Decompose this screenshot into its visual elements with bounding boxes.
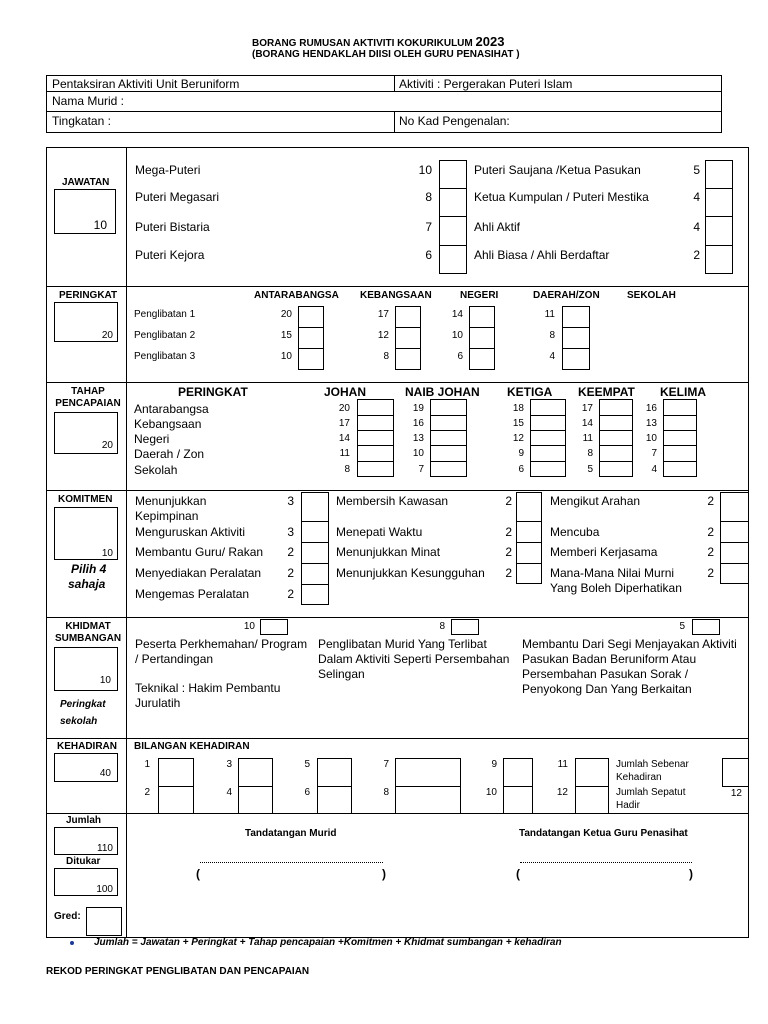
gred-box[interactable] xyxy=(86,907,122,936)
jumlah-label: Jumlah xyxy=(66,815,102,826)
komitmen-option: Menguruskan Aktiviti xyxy=(135,525,246,539)
tahap-score: 16 xyxy=(645,403,657,414)
peringkat-score: 8 xyxy=(383,351,389,362)
khidmat-option-text: Penglibatan Murid Yang Terlibat xyxy=(318,637,487,651)
tahap-col-ketiga: KETIGA xyxy=(507,385,553,399)
hadir-sublabel: Hadir xyxy=(616,800,640,811)
komitmen-option: Menunjukkan Kesungguhan xyxy=(336,566,485,580)
paren-close: ) xyxy=(382,867,386,881)
khidmat-option-text: Peserta Perkhemahan/ Program xyxy=(135,637,308,651)
tahap-checkbox-column[interactable] xyxy=(530,399,566,477)
kehadiran-max: 40 xyxy=(99,768,111,779)
komitmen-label: KOMITMEN xyxy=(58,494,113,505)
jawatan-option: Puteri Saujana /Ketua Pasukan xyxy=(474,163,641,177)
tahap-checkbox-column[interactable] xyxy=(357,399,394,477)
jawatan-score: 8 xyxy=(425,190,432,204)
khidmat-score: 5 xyxy=(679,621,685,632)
peringkat-checkbox-column[interactable] xyxy=(562,306,590,370)
komitmen-option: Mengemas Peralatan xyxy=(135,587,250,601)
attendance-number: 1 xyxy=(144,759,150,770)
tahap-row-label: Kebangsaan xyxy=(134,417,202,431)
tahap-col-kelima: KELIMA xyxy=(660,385,706,399)
jawatan-option: Ketua Kumpulan / Puteri Mestika xyxy=(474,190,649,204)
peringkat-label: PERINGKAT xyxy=(59,290,118,301)
peringkat-score: 14 xyxy=(451,309,463,320)
khidmat-option-text: Persembahan Pasukan Sorak / xyxy=(522,667,689,681)
tahap-score-box[interactable] xyxy=(54,412,118,454)
komitmen-score: 2 xyxy=(707,494,714,508)
penglibatan-row-label: Penglibatan 3 xyxy=(134,351,196,362)
attendance-number: 3 xyxy=(226,759,232,770)
komitmen-option: Kepimpinan xyxy=(135,509,199,523)
tahap-score: 14 xyxy=(581,418,593,429)
peringkat-score-box[interactable] xyxy=(54,302,118,342)
tahap-row-label: Sekolah xyxy=(134,463,178,477)
khidmat-label: KHIDMAT xyxy=(65,621,111,632)
penglibatan-row-label: Penglibatan 2 xyxy=(134,330,196,341)
komitmen-option: Yang Boleh Diperhatikan xyxy=(550,581,682,595)
komitmen-score: 2 xyxy=(707,545,714,559)
komitmen-max: 10 xyxy=(101,548,113,559)
komitmen-option: Menunjukkan Minat xyxy=(336,545,441,559)
khidmat-note: sekolah xyxy=(60,716,98,727)
attendance-number: 4 xyxy=(226,787,232,798)
col-sekolah: SEKOLAH xyxy=(627,290,676,301)
tahap-score: 8 xyxy=(587,448,593,459)
khidmat-checkbox[interactable] xyxy=(260,619,288,635)
tahap-score: 6 xyxy=(518,464,524,475)
tahap-score: 10 xyxy=(412,448,424,459)
khidmat-score: 8 xyxy=(439,621,445,632)
khidmat-option-text: Jurulatih xyxy=(135,696,181,710)
tahap-score: 5 xyxy=(587,464,593,475)
komitmen-option: Menunjukkan xyxy=(135,494,207,508)
col-kebangsaan: KEBANGSAAN xyxy=(360,290,432,301)
attendance-number: 7 xyxy=(383,759,389,770)
komitmen-score: 3 xyxy=(287,525,294,539)
jawatan-option: Puteri Bistaria xyxy=(135,220,210,234)
komitmen-score: 2 xyxy=(287,566,294,580)
komitmen-note: Pilih 4 xyxy=(71,562,107,576)
tahap-score: 14 xyxy=(338,433,350,444)
khidmat-score: 10 xyxy=(243,621,255,632)
peringkat-score: 10 xyxy=(451,330,463,341)
attendance-number: 2 xyxy=(144,787,150,798)
tahap-score: 11 xyxy=(339,448,350,459)
tahap-col-naib-johan: NAIB JOHAN xyxy=(405,385,480,399)
khidmat-option-text: Membantu Dari Segi Menjayakan Aktiviti xyxy=(522,637,737,651)
komitmen-score: 2 xyxy=(505,545,512,559)
sumbangan-label: SUMBANGAN xyxy=(54,633,122,644)
tahap-score: 12 xyxy=(512,433,524,444)
tahap-score: 15 xyxy=(512,418,524,429)
tahap-col-peringkat: PERINGKAT xyxy=(178,385,248,399)
jawatan-score-box[interactable] xyxy=(54,189,116,234)
kehadiran-label: KEHADIRAN xyxy=(57,741,117,752)
tahap-score: 8 xyxy=(344,464,350,475)
jawatan-label: JAWATAN xyxy=(62,177,110,188)
jawatan-score: 2 xyxy=(693,248,700,262)
tahap-score: 19 xyxy=(412,403,424,414)
jawatan-option: Puteri Kejora xyxy=(135,248,205,262)
tahap-row-label: Negeri xyxy=(134,432,170,446)
tingkatan-field[interactable]: Tingkatan : xyxy=(52,114,111,128)
komitmen-checkbox-column[interactable] xyxy=(301,492,329,605)
jumlah-max: 110 xyxy=(97,843,113,854)
tahap-score: 9 xyxy=(518,448,524,459)
ditukar-max: 100 xyxy=(96,884,113,895)
rekod-peringkat-title: REKOD PERINGKAT PENGLIBATAN DAN PENCAPAIAN xyxy=(46,966,310,977)
komitmen-score: 3 xyxy=(287,494,294,508)
tahap-max: 20 xyxy=(101,440,113,451)
khidmat-checkbox[interactable] xyxy=(451,619,479,635)
main-form xyxy=(46,147,749,938)
jumlah-sepatut-value: 12 xyxy=(730,788,742,799)
komitmen-checkbox-column[interactable] xyxy=(720,492,749,584)
form-subtitle: (BORANG HENDAKLAH DIISI OLEH GURU PENASIHAT ) xyxy=(252,49,520,60)
form-year: 2023 xyxy=(475,34,505,49)
no-kad-pengenalan-field[interactable]: No Kad Pengenalan: xyxy=(399,114,510,128)
peringkat-checkbox-column[interactable] xyxy=(298,306,324,370)
jawatan-score: 6 xyxy=(425,248,432,262)
tahap-score: 17 xyxy=(581,403,593,414)
komitmen-score: 2 xyxy=(287,587,294,601)
komitmen-option: Mencuba xyxy=(550,525,600,539)
jawatan-option: Ahli Aktif xyxy=(474,220,521,234)
peringkat-score: 12 xyxy=(377,330,389,341)
khidmat-option-text: / Pertandingan xyxy=(135,652,214,666)
signature-murid-label: Tandatangan Murid xyxy=(245,828,337,839)
penglibatan-row-label: Penglibatan 1 xyxy=(134,309,196,320)
komitmen-score: 2 xyxy=(707,525,714,539)
col-negeri: NEGERI xyxy=(460,290,499,301)
tahap-row-label: Daerah / Zon xyxy=(134,447,205,461)
jawatan-score: 4 xyxy=(693,190,700,204)
khidmat-option-text: Dalam Aktiviti Seperti Persembahan xyxy=(318,652,510,666)
attendance-number: 8 xyxy=(383,787,389,798)
komitmen-option: Mengikut Arahan xyxy=(550,494,641,508)
peringkat-max: 20 xyxy=(101,330,113,341)
tahap-score: 10 xyxy=(645,433,657,444)
tahap-score: 16 xyxy=(412,418,424,429)
attendance-number: 5 xyxy=(304,759,310,770)
jawatan-score: 5 xyxy=(693,163,700,177)
komitmen-checkbox-column[interactable] xyxy=(516,492,542,584)
paren-open: ( xyxy=(516,867,520,881)
peringkat-score: 4 xyxy=(549,351,555,362)
jumlah-sebenar-label: Jumlah Sebenar xyxy=(616,759,689,770)
khidmat-option-text: Selingan xyxy=(318,667,365,681)
tahap-score: 4 xyxy=(651,464,657,475)
jawatan-max: 10 xyxy=(93,218,107,232)
tahap-score: 20 xyxy=(338,403,350,414)
attendance-number: 6 xyxy=(304,787,310,798)
col-daerah-zon: DAERAH/ZON xyxy=(533,290,600,301)
khidmat-option-text: Pasukan Badan Beruniform Atau xyxy=(522,652,697,666)
peringkat-checkbox-column[interactable] xyxy=(395,306,421,370)
tahap-score: 11 xyxy=(582,433,593,444)
komitmen-option: Menyediakan Peralatan xyxy=(135,566,262,580)
attendance-number: 11 xyxy=(557,759,568,770)
jumlah-sepatut-label: Jumlah Sepatut xyxy=(616,787,686,798)
tahap-checkbox-column[interactable] xyxy=(430,399,467,477)
komitmen-score: 2 xyxy=(287,545,294,559)
komitmen-option: Memberi Kerjasama xyxy=(550,545,658,559)
jawatan-score: 4 xyxy=(693,220,700,234)
paren-close: ) xyxy=(689,867,693,881)
komitmen-score: 2 xyxy=(505,525,512,539)
tahap-col-keempat: KEEMPAT xyxy=(578,385,635,399)
ditukar-label: Ditukar xyxy=(66,856,101,867)
jumlah-score-box[interactable] xyxy=(54,827,118,855)
tahap-score: 7 xyxy=(418,464,424,475)
jumlah-formula: Jumlah = Jawatan + Peringkat + Tahap pencapaian +Komitmen + Khidmat sumbangan + kehadiran xyxy=(94,937,562,948)
tahap-score: 13 xyxy=(645,418,657,429)
bilangan-kehadiran-label: BILANGAN KEHADIRAN xyxy=(134,741,250,752)
attendance-number: 10 xyxy=(485,787,497,798)
pentaksiran-label: Pentaksiran Aktiviti Unit Beruniform xyxy=(52,77,240,91)
komitmen-score: 2 xyxy=(505,494,512,508)
komitmen-score: 2 xyxy=(707,566,714,580)
peringkat-score: 15 xyxy=(280,330,292,341)
khidmat-option-text: Penyokong Dan Yang Berkaitan xyxy=(522,682,692,696)
peringkat-score: 8 xyxy=(549,330,555,341)
form-title: BORANG RUMUSAN AKTIVITI KOKURIKULUM 2023 xyxy=(252,34,505,49)
tahap-score: 13 xyxy=(412,433,424,444)
signature-guru-label: Tandatangan Ketua Guru Penasihat xyxy=(519,828,688,839)
peringkat-score: 10 xyxy=(280,351,292,362)
col-antarabangsa: ANTARABANGSA xyxy=(254,290,339,301)
gred-label: Gred: xyxy=(54,911,81,922)
khidmat-checkbox[interactable] xyxy=(692,619,720,635)
peringkat-score: 20 xyxy=(280,309,292,320)
aktiviti-label: Aktiviti : Pergerakan Puteri Islam xyxy=(399,77,573,91)
komitmen-note: sahaja xyxy=(68,577,106,591)
nama-murid-field[interactable]: Nama Murid : xyxy=(52,94,125,108)
kehadiran-score-box[interactable] xyxy=(54,753,118,782)
komitmen-option: Menepati Waktu xyxy=(336,525,423,539)
peringkat-score: 17 xyxy=(377,309,389,320)
bullet-icon xyxy=(70,941,74,945)
tahap-label: TAHAP xyxy=(71,386,105,397)
signature-guru-line[interactable] xyxy=(520,862,692,863)
khidmat-max: 10 xyxy=(99,675,111,686)
khidmat-note: Peringkat xyxy=(60,699,106,710)
komitmen-option: Membersih Kawasan xyxy=(336,494,449,508)
khidmat-score-box[interactable] xyxy=(54,647,118,691)
tahap-score: 18 xyxy=(512,403,524,414)
jawatan-checkbox-column[interactable] xyxy=(705,160,733,274)
attendance-number: 12 xyxy=(556,787,568,798)
peringkat-score: 11 xyxy=(544,309,555,320)
komitmen-option: Membantu Guru/ Rakan xyxy=(135,545,264,559)
komitmen-score-box[interactable] xyxy=(54,507,118,560)
tahap-row-label: Antarabangsa xyxy=(134,402,209,416)
attendance-number: 9 xyxy=(491,759,497,770)
signature-murid-line[interactable] xyxy=(200,862,383,863)
peringkat-score: 6 xyxy=(457,351,463,362)
jawatan-option: Puteri Megasari xyxy=(135,190,220,204)
kehadiran-sublabel: Kehadiran xyxy=(616,772,662,783)
jawatan-score: 10 xyxy=(418,163,432,177)
jawatan-score: 7 xyxy=(425,220,432,234)
khidmat-option-text: Teknikal : Hakim Pembantu xyxy=(135,681,281,695)
tahap-score: 17 xyxy=(338,418,350,429)
ditukar-score-box[interactable] xyxy=(54,868,118,896)
tahap-score: 7 xyxy=(651,448,657,459)
komitmen-score: 2 xyxy=(505,566,512,580)
jawatan-checkbox-column[interactable] xyxy=(439,160,467,274)
jawatan-option: Ahli Biasa / Ahli Berdaftar xyxy=(474,248,610,262)
komitmen-option: Mana-Mana Nilai Murni xyxy=(550,566,675,580)
pencapaian-label: PENCAPAIAN xyxy=(55,398,121,409)
jumlah-sebenar-box[interactable] xyxy=(722,758,749,787)
tahap-col-johan: JOHAN xyxy=(324,385,367,399)
tahap-checkbox-column[interactable] xyxy=(663,399,697,477)
jawatan-option: Mega-Puteri xyxy=(135,163,201,177)
peringkat-checkbox-column[interactable] xyxy=(469,306,495,370)
paren-open: ( xyxy=(196,867,200,881)
